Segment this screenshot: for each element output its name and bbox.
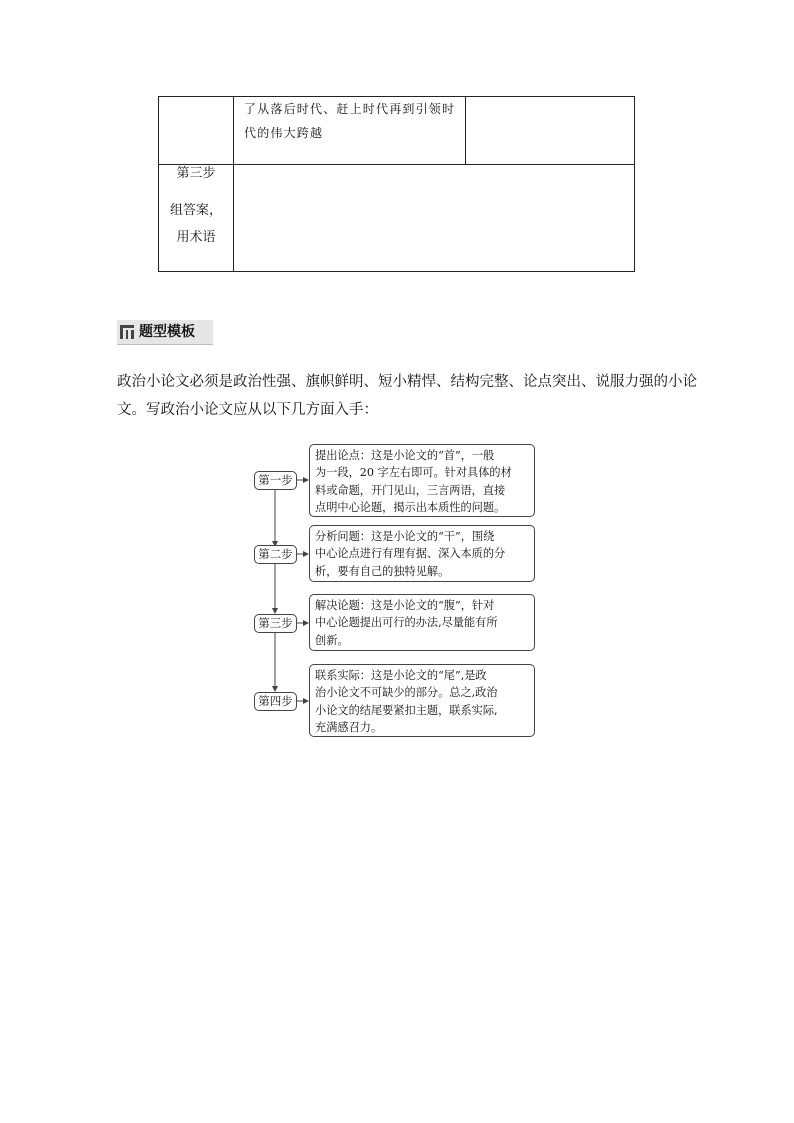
paragraph-line: 文。写政治小论文应从以下几方面入手： bbox=[117, 402, 378, 418]
table-row2-label-line: 用术语 bbox=[176, 230, 216, 245]
step-2-description bbox=[309, 525, 535, 582]
step-3-line: 中心论题提出可行的办法,尽量能有所 bbox=[315, 616, 498, 630]
step-3-line: 解决论题：这是小论文的“腹”，针对 bbox=[315, 599, 495, 612]
step-4-line: 充满感召力。 bbox=[315, 720, 383, 734]
step-4-line: 治小论文不可缺少的部分。总之,政治 bbox=[315, 686, 498, 700]
step-1-line: 提出论点：这是小论文的“首”，一般 bbox=[315, 449, 495, 462]
section-title: 题型模板 bbox=[139, 324, 195, 340]
step-1-description bbox=[309, 444, 535, 517]
table-row2-label-line: 第三步 bbox=[176, 166, 216, 181]
step-1-line: 为一段，20 字左右即可。针对具体的材 bbox=[315, 466, 512, 480]
step-2-line: 中心论点进行有理有据、深入本质的分 bbox=[315, 547, 506, 561]
table-row2-label-line: 组答案， bbox=[169, 203, 222, 218]
step-1-label: 第一步 bbox=[254, 471, 297, 490]
step-2-label: 第二步 bbox=[254, 545, 297, 564]
step-4-description bbox=[309, 664, 535, 737]
table-row1-line: 代的伟大跨越 bbox=[244, 126, 324, 140]
step-4-line: 联系实际：这是小论文的“尾”,是政 bbox=[315, 669, 487, 682]
step-3-line: 创新。 bbox=[315, 633, 349, 647]
step-4-line: 小论文的结尾要紧扣主题，联系实际, bbox=[315, 703, 498, 717]
step-2-line: 析，要有自己的独特见解。 bbox=[315, 564, 450, 578]
step-1-line: 点明中心论题，揭示出本质性的问题。 bbox=[315, 500, 506, 514]
step-4-label: 第四步 bbox=[254, 692, 297, 711]
step-3-label: 第三步 bbox=[254, 614, 297, 633]
step-1-line: 料或命题，开门见山，三言两语，直接 bbox=[315, 483, 506, 497]
step-3-description bbox=[309, 594, 535, 651]
paragraph-line: 政治小论文必须是政治性强、旗帜鲜明、短小精悍、结构完整、论点突出、说服力强的小论 bbox=[117, 374, 697, 390]
table-row1-line: 了从落后时代、赶上时代再到引领时 bbox=[244, 102, 456, 116]
step-2-line: 分析问题：这是小论文的“干”，围绕 bbox=[315, 530, 495, 543]
